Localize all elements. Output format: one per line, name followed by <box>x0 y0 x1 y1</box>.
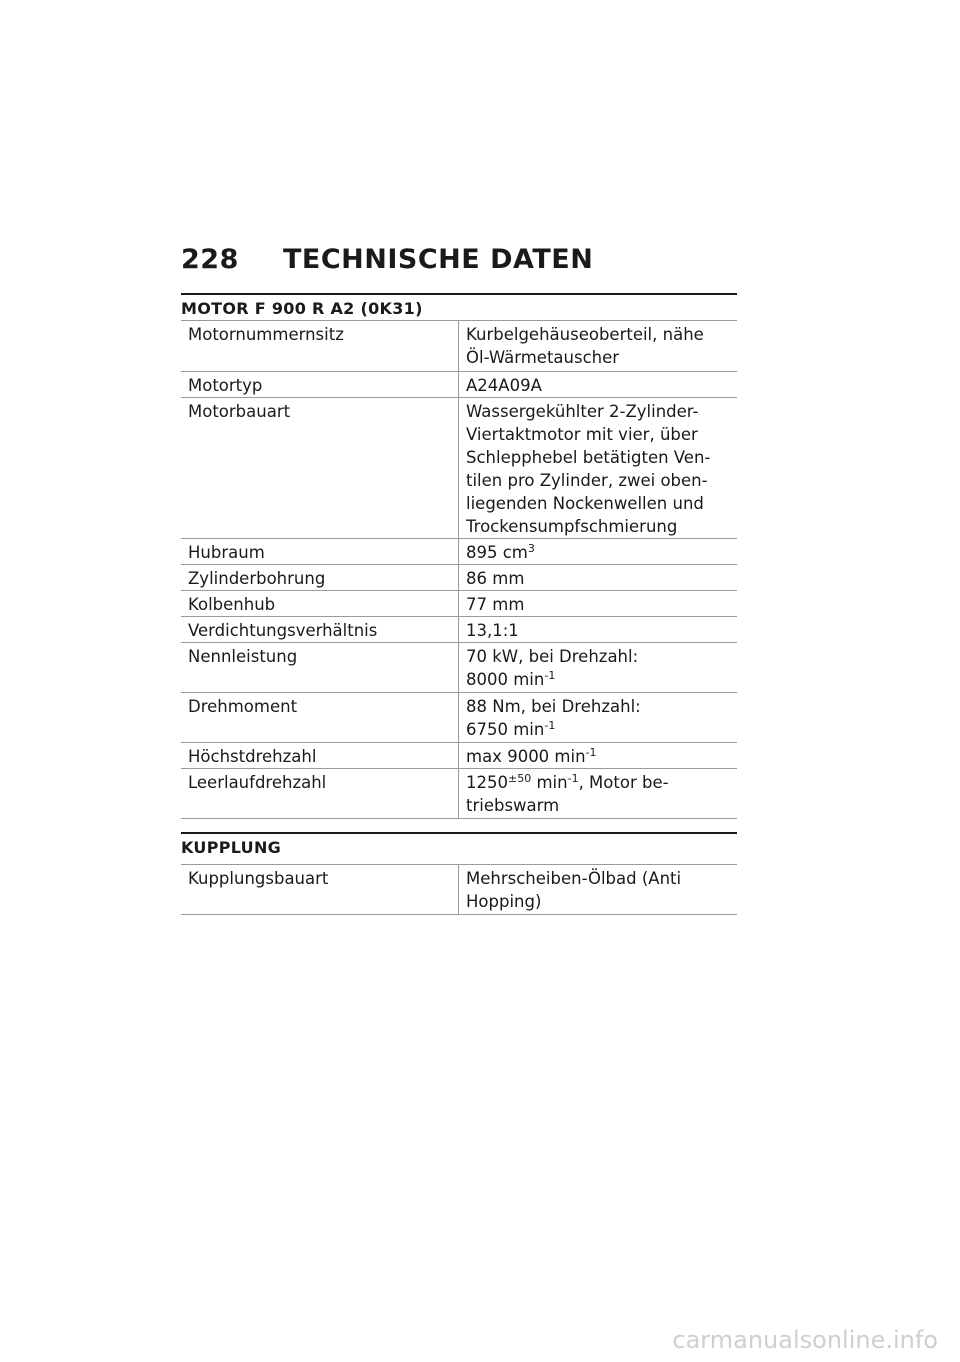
row-value: 70 kW, bei Drehzahl: 8000 $\min^{-1}$ <box>466 647 639 689</box>
row-label: Kupplungsbauart <box>181 865 459 914</box>
row-label: Drehmoment <box>181 693 459 742</box>
chapter-title: TECHNISCHE DATEN <box>283 244 594 275</box>
table-row <box>181 539 737 565</box>
table-row <box>181 617 737 643</box>
row-value: $1250^{\pm 50}$ $\min^{-1}$, Motor be- triebswarm <box>466 772 669 815</box>
row-label: Kolbenhub <box>181 591 459 616</box>
section-heading: KUPPLUNG <box>181 832 737 865</box>
table-row <box>181 693 737 743</box>
row-value: max 9000 $\min^{-1}$ <box>466 746 597 766</box>
row-label: Nennleistung <box>181 643 459 692</box>
row-value: 895 $cm^3$ <box>466 542 535 562</box>
row-value: Wassergekühlter 2-Zylinder- Viertaktmotor mit vier, über Schlepphebel betätigten Ven- tilen pro Zylinder, zwei oben- liegenden Nockenwellen und Trockensumpfschmierung <box>466 402 711 536</box>
table-row <box>181 565 737 591</box>
table-row <box>181 591 737 617</box>
table-row <box>181 743 737 769</box>
row-value: A24A09A <box>466 376 542 395</box>
row-label: Leerlaufdrehzahl <box>181 769 459 818</box>
section-motor <box>181 293 737 819</box>
table-row <box>181 769 737 819</box>
row-value: 86 mm <box>466 569 525 588</box>
section-kupplung <box>181 832 737 915</box>
row-label: Verdichtungsverhältnis <box>181 617 459 642</box>
watermark: carmanualsonline.info <box>672 1326 938 1354</box>
row-value: 77 mm <box>466 595 525 614</box>
row-label: Motortyp <box>181 372 459 397</box>
row-label: Motorbauart <box>181 398 459 538</box>
row-label: Hubraum <box>181 539 459 564</box>
table-row <box>181 321 737 372</box>
table-row <box>181 398 737 539</box>
row-label: Motornummernsitz <box>181 321 459 371</box>
page-number: 228 <box>181 244 239 275</box>
row-value: Kurbelgehäuseoberteil, nähe Öl-Wärmetauscher <box>466 325 704 367</box>
section-heading: MOTOR F 900 R A2 (0K31) <box>181 293 737 321</box>
table-row <box>181 865 737 915</box>
page-title <box>181 244 593 275</box>
row-value: 13,1:1 <box>466 621 519 640</box>
row-label: Höchstdrehzahl <box>181 743 459 768</box>
row-label: Zylinderbohrung <box>181 565 459 590</box>
row-value: 88 Nm, bei Drehzahl: 6750 $\min^{-1}$ <box>466 697 641 739</box>
table-row <box>181 643 737 693</box>
table-row <box>181 372 737 398</box>
row-value: Mehrscheiben-Ölbad (Anti Hopping) <box>466 869 682 911</box>
